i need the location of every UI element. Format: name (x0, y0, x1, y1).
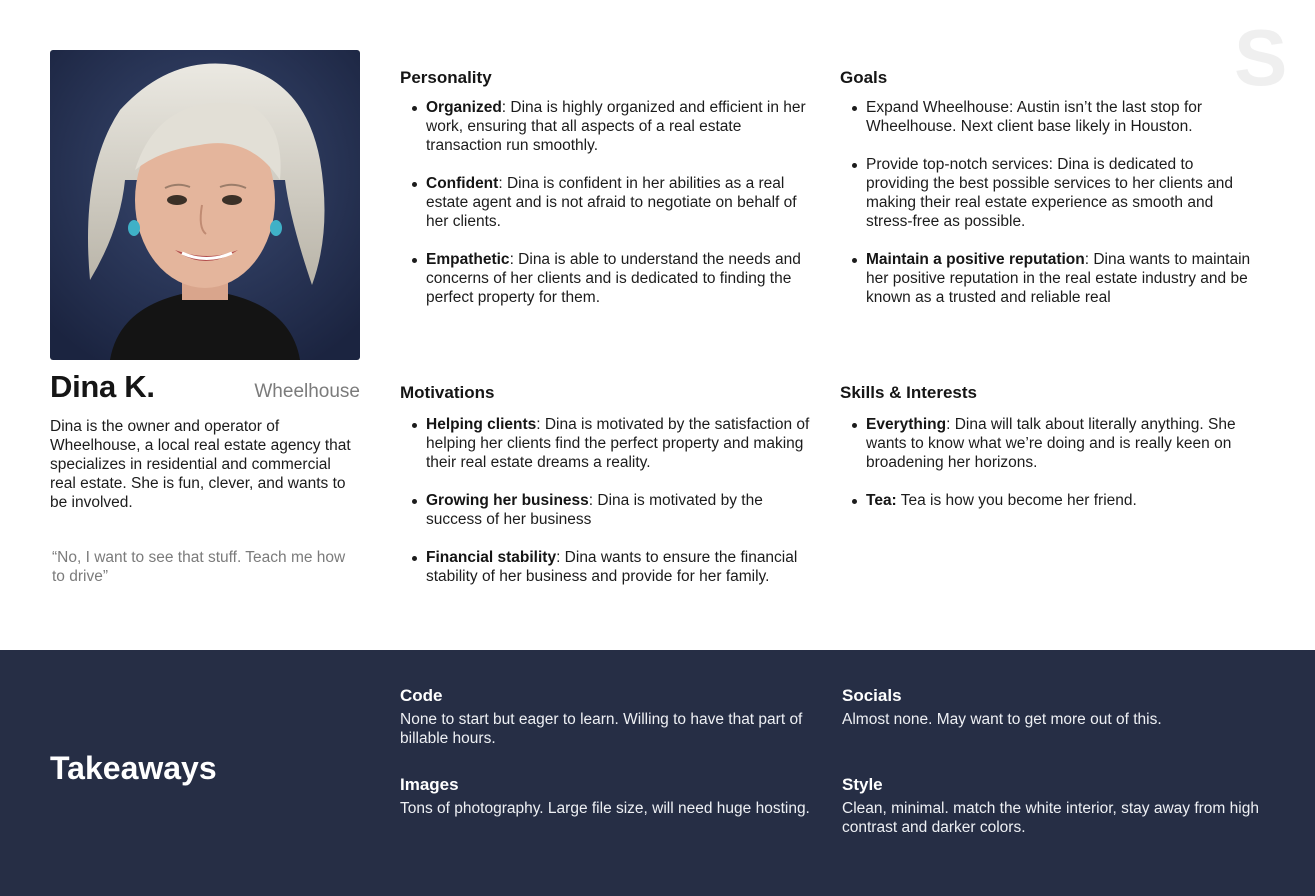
list-item: Confident: Dina is confident in her abilities as a real estate agent and is not afraid to negotiate on behalf of her clients. (426, 174, 820, 231)
list-item: Organized: Dina is highly organized and efficient in her work, ensuring that all aspects of a real estate transaction run smoothly. (426, 98, 820, 155)
brand-logo-icon: S (1234, 13, 1288, 102)
goals-section (840, 67, 1260, 326)
takeaways-title: Takeaways (50, 750, 217, 786)
personality-section (400, 67, 820, 326)
list-item: Helping clients: Dina is motivated by the satisfaction of helping her clients find the perfect property and making their real estate dreams a reality. (426, 415, 820, 472)
profile-company: Wheelhouse (254, 381, 360, 402)
takeaway-text: Almost none. May want to get more out of this. (842, 711, 1162, 728)
profile-header (50, 369, 360, 409)
motivations-section (400, 382, 820, 605)
takeaway-label: Images (400, 775, 459, 794)
personality-list (400, 98, 820, 307)
list-item: Expand Wheelhouse: Austin isn’t the last stop for Wheelhouse. Next client base likely in Houston. (866, 98, 1260, 136)
takeaway-label: Code (400, 686, 443, 705)
list-item: Provide top-notch services: Dina is dedicated to providing the best possible services to her clients and making their real estate experience as smooth and stress-free as possible. (866, 155, 1260, 231)
skills-list (840, 415, 1260, 510)
skills-section (840, 382, 1260, 529)
takeaways-footer (0, 650, 1315, 896)
takeaway-style (842, 774, 1262, 837)
list-item: Tea: Tea is how you become her friend. (866, 491, 1260, 510)
list-item: Maintain a positive reputation: Dina wants to maintain her positive reputation in the real estate industry and be known as a trusted and reliable real (866, 250, 1260, 307)
section-title: Personality (400, 68, 492, 87)
list-item: Everything: Dina will talk about literally anything. She wants to know what we’re doing and is really keen on broadening her horizons. (866, 415, 1260, 472)
list-item: Financial stability: Dina wants to ensure the financial stability of her business and provide for her family. (426, 548, 820, 586)
takeaway-label: Socials (842, 686, 902, 705)
section-title: Skills & Interests (840, 383, 978, 402)
takeaway-text: Clean, minimal. match the white interior, stay away from high contrast and darker colors. (842, 800, 1259, 836)
profile-bio: Dina is the owner and operator of Wheelhouse, a local real estate agency that specializes in residential and commercial real estate. She is fun, clever, and wants to be involved. (50, 418, 351, 511)
takeaway-code (400, 685, 820, 748)
profile-photo (50, 50, 360, 360)
section-title: Motivations (400, 383, 495, 402)
section-title: Goals (840, 68, 888, 87)
profile-quote: “No, I want to see that stuff. Teach me how to drive” (52, 549, 346, 585)
portrait-illustration-icon (50, 50, 360, 360)
motivations-list (400, 415, 820, 586)
takeaway-text: Tons of photography. Large file size, will need huge hosting. (400, 800, 810, 817)
takeaway-label: Style (842, 775, 883, 794)
goals-list (840, 98, 1260, 307)
list-item: Empathetic: Dina is able to understand the needs and concerns of her clients and is dedicated to finding the perfect property for them. (426, 250, 820, 307)
takeaway-images (400, 774, 820, 818)
profile-name: Dina K. (50, 369, 155, 404)
takeaway-socials (842, 685, 1262, 729)
list-item: Growing her business: Dina is motivated by the success of her business (426, 491, 820, 529)
takeaway-text: None to start but eager to learn. Willing to have that part of billable hours. (400, 711, 803, 747)
